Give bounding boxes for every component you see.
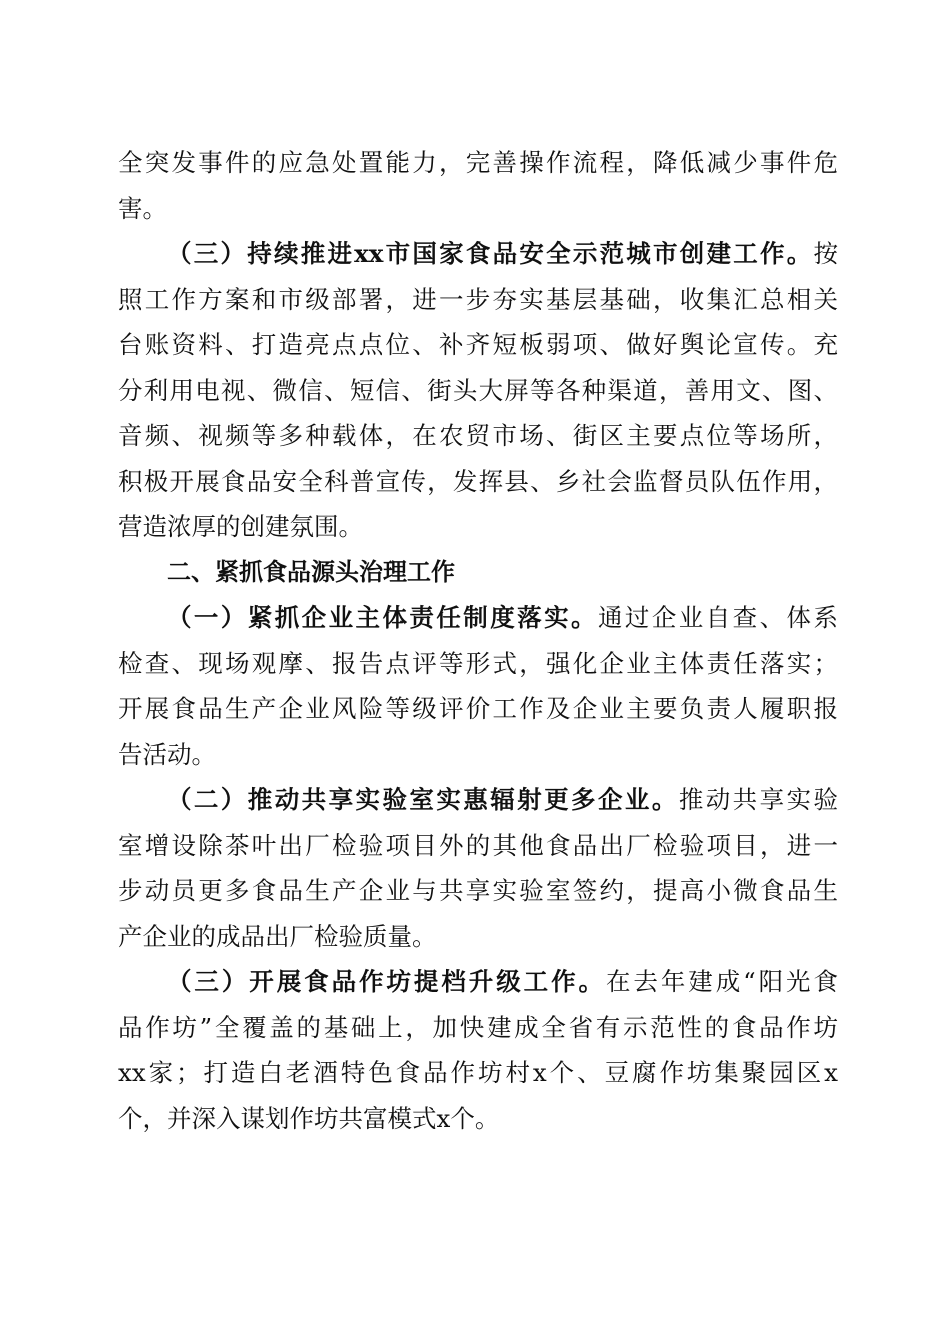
body-line: 步动员更多食品生产企业与共享实验室签约，提高小微食品生 [118,876,838,905]
paragraph-lead: （二）推动共享实验室实惠辐射更多企业。 [167,785,679,814]
paragraph-first-line [118,959,838,1005]
paragraph-lead: （三）开展食品作坊提档升级工作。 [167,967,606,996]
body-line: 积极开展食品安全科普宣传，发挥县、乡社会监督员队伍作用， [118,466,838,496]
body-line: 告活动。 [118,739,216,769]
paragraph-text: 按 [813,239,838,268]
paragraph-lead: （一）紧抓企业主体责任制度落实。 [167,603,598,632]
body-line: 检查、现场观摩、报告点评等形式，强化企业主体责任落实； [118,648,838,678]
body-line: 品作坊”全覆盖的基础上，加快建成全省有示范性的食品作坊 [118,1012,838,1042]
body-line: 开展食品生产企业风险等级评价工作及企业主要负责人履职报 [118,694,838,723]
body-line: 产企业的成品出厂检验质量。 [118,921,437,951]
body-line: xx家；打造白老酒特色食品作坊村x个、豆腐作坊集聚园区x [118,1058,838,1087]
paragraph-text: 推动共享实验 [678,785,838,814]
body-line: 个，并深入谋划作坊共富模式x个。 [118,1103,500,1133]
paragraph-text: 通过企业自查、体系 [598,603,838,632]
paragraph-lead: （三）持续推进xx市国家食品安全示范城市创建工作。 [167,239,814,268]
body-line: 全突发事件的应急处置能力，完善操作流程，降低减少事件危 [118,148,838,177]
paragraph-first-line [118,595,838,641]
paragraph-first-line [118,777,838,823]
body-line: 分利用电视、微信、短信、街头大屏等各种渠道，善用文、图、 [118,375,838,405]
body-line: 照工作方案和市级部署，进一步夯实基层基础，收集汇总相关 [118,284,838,314]
section-heading: 二、紧抓食品源头治理工作 [167,557,455,586]
paragraph-text: 在去年建成“阳光食 [605,967,838,996]
body-line: 营造浓厚的创建氛围。 [118,512,363,541]
body-line: 台账资料、打造亮点点位、补齐短板弱项、做好舆论宣传。充 [118,330,838,359]
paragraph-first-line [118,231,838,277]
body-line: 室增设除茶叶出厂检验项目外的其他食品出厂检验项目，进一 [118,830,838,860]
document-body [118,140,838,1141]
body-line: 音频、视频等多种载体，在农贸市场、街区主要点位等场所， [118,421,838,450]
body-line: 害。 [118,193,167,223]
